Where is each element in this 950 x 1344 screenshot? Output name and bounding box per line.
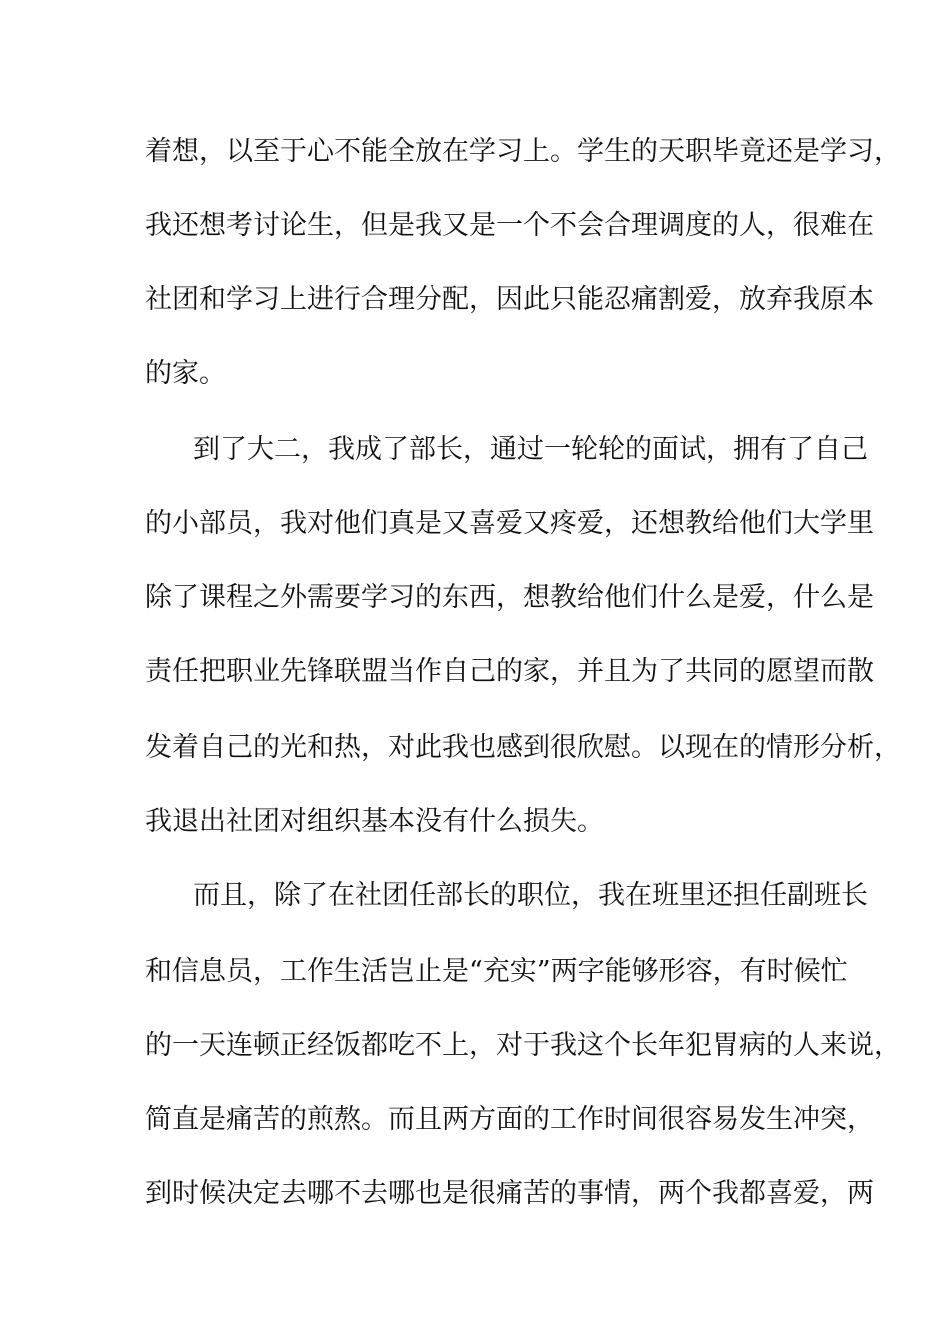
text-line: 我退出社团对组织基本没有什么损失。	[145, 806, 604, 837]
text-line: 的家。	[145, 358, 226, 389]
text-line: 到时候决定去哪不去哪也是很痛苦的事情，两个我都喜爱，两	[145, 1178, 874, 1209]
text-line: 责任把职业先锋联盟当作自己的家，并且为了共同的愿望而散	[145, 656, 874, 687]
text-line: 着想，以至于心不能全放在学习上。学生的天职毕竟还是学习，	[145, 136, 901, 167]
paragraph-first-line: 而且，除了在社团任部长的职位，我在班里还担任副班长	[193, 880, 868, 911]
paragraph-first-line: 到了大二，我成了部长，通过一轮轮的面试，拥有了自己	[193, 434, 868, 465]
text-line: 我还想考讨论生，但是我又是一个不会合理调度的人，很难在	[145, 210, 874, 241]
text-line: 简直是痛苦的煎熬。而且两方面的工作时间很容易发生冲突，	[145, 1104, 874, 1135]
text-line: 的一天连顿正经饭都吃不上，对于我这个长年犯胃病的人来说，	[145, 1030, 901, 1061]
text-line: 发着自己的光和热，对此我也感到很欣慰。以现在的情形分析，	[145, 732, 901, 763]
text-line: 除了课程之外需要学习的东西，想教给他们什么是爱，什么是	[145, 582, 874, 613]
text-line: 的小部员，我对他们真是又喜爱又疼爱，还想教给他们大学里	[145, 508, 874, 539]
text-line: 和信息员，工作生活岂止是“充实”两字能够形容，有时候忙	[145, 956, 848, 987]
text-line: 社团和学习上进行合理分配，因此只能忍痛割爱，放弃我原本	[145, 284, 874, 315]
